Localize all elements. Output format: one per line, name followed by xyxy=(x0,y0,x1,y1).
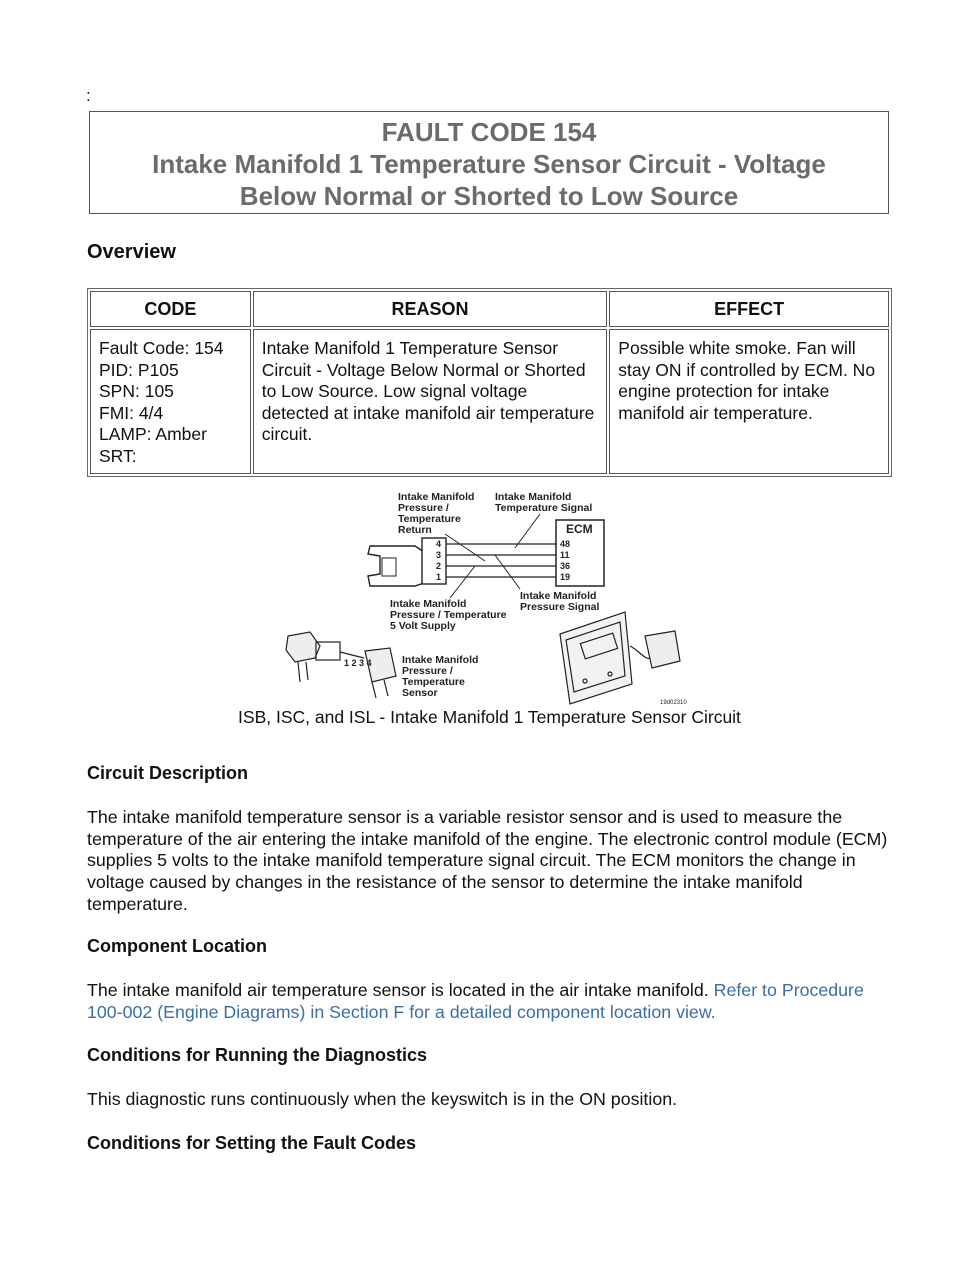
figure-id: 19d02310 xyxy=(660,700,687,706)
setting-conditions-heading: Conditions for Setting the Fault Codes xyxy=(87,1133,416,1153)
sensor-connector-icon xyxy=(368,538,446,586)
component-location-paragraph xyxy=(87,980,895,1023)
circuit-description-heading: Circuit Description xyxy=(87,763,249,783)
label-supply-2: Pressure / Temperature xyxy=(390,609,507,621)
running-conditions-heading: Conditions for Running the Diagnostics xyxy=(87,1045,427,1065)
ecm-pin-36: 36 xyxy=(560,561,571,571)
sensor-pin-1: 1 xyxy=(436,572,442,582)
label-temp-signal-2: Temperature Signal xyxy=(495,502,593,514)
header-reason: REASON xyxy=(253,291,608,327)
label-sensor-3: Temperature xyxy=(402,676,465,688)
circuit-diagram xyxy=(280,486,700,708)
component-location-heading: Component Location xyxy=(87,936,267,956)
label-return-3: Temperature xyxy=(398,513,461,525)
ecm-label: ECM xyxy=(566,522,593,536)
label-sensor-2: Pressure / xyxy=(402,665,453,677)
label-supply-1: Intake Manifold xyxy=(390,598,467,610)
fault-title-line3: Below Normal or Shorted to Low Source xyxy=(239,181,739,211)
fault-code-title: FAULT CODE 154 xyxy=(381,117,597,147)
sensor-icon xyxy=(286,632,396,698)
ecm-pin-11: 11 xyxy=(560,550,570,560)
label-temp-signal-1: Intake Manifold xyxy=(495,491,572,503)
label-supply-3: 5 Volt Supply xyxy=(390,620,456,632)
running-conditions-text: This diagnostic runs continuously when the keyswitch is in the ON position. xyxy=(87,1089,678,1109)
fault-title-box xyxy=(89,111,889,214)
table-header-row xyxy=(90,291,889,327)
label-pressure-signal-2: Pressure Signal xyxy=(520,601,600,613)
header-code: CODE xyxy=(90,291,251,327)
sensor-pin-2: 2 xyxy=(436,561,442,571)
ecm-pin-48: 48 xyxy=(560,539,571,549)
diagram-caption: ISB, ISC, and ISL - Intake Manifold 1 Temperature Sensor Circuit xyxy=(238,707,741,727)
component-location-text: The intake manifold air temperature sensor is located in the air intake manifold. xyxy=(87,980,709,1000)
label-return-4: Return xyxy=(398,524,432,536)
page-colon: : xyxy=(86,86,91,105)
label-return-2: Pressure / xyxy=(398,502,449,514)
procedure-link[interactable]: Refer to Procedure 100-002 (Engine Diagrams) in Section F for a detailed component location view. xyxy=(87,980,864,1022)
label-sensor-1: Intake Manifold xyxy=(402,654,479,666)
cell-code: Fault Code: 154 PID: P105 SPN: 105 FMI: 4/4 LAMP: Amber SRT: xyxy=(90,329,251,474)
sensor-small-pin: 1 2 3 4 xyxy=(344,658,372,668)
sensor-pin-3: 3 xyxy=(436,550,442,560)
table-row xyxy=(90,329,889,474)
label-sensor-4: Sensor xyxy=(402,687,438,699)
fault-overview-table xyxy=(87,288,892,477)
ecm-pin-19: 19 xyxy=(560,572,571,582)
header-effect: EFFECT xyxy=(609,291,889,327)
circuit-description-text: The intake manifold temperature sensor is a variable resistor sensor and is used to measure the temperature of the air entering the intake manifold of the engine. The electronic control module (ECM) supplies 5 volts to the intake manifold temperature signal circuit. The ECM monitors the change in voltage caused by changes in the resistance of the sensor to determine the intake manifold temperature. xyxy=(87,807,888,914)
overview-heading: Overview xyxy=(87,241,176,263)
fault-title-line2: Intake Manifold 1 Temperature Sensor Circuit - Voltage xyxy=(152,149,826,179)
sensor-pin-4: 4 xyxy=(436,539,442,549)
ecm-module-icon xyxy=(560,612,680,704)
label-return-1: Intake Manifold xyxy=(398,491,475,503)
cell-reason: Intake Manifold 1 Temperature Sensor Circuit - Voltage Below Normal or Shorted to Low Source. Low signal voltage detected at intake manifold air temperature circuit. xyxy=(253,329,608,474)
label-pressure-signal-1: Intake Manifold xyxy=(520,590,597,602)
cell-effect: Possible white smoke. Fan will stay ON if controlled by ECM. No engine protection for intake manifold air temperature. xyxy=(609,329,889,474)
